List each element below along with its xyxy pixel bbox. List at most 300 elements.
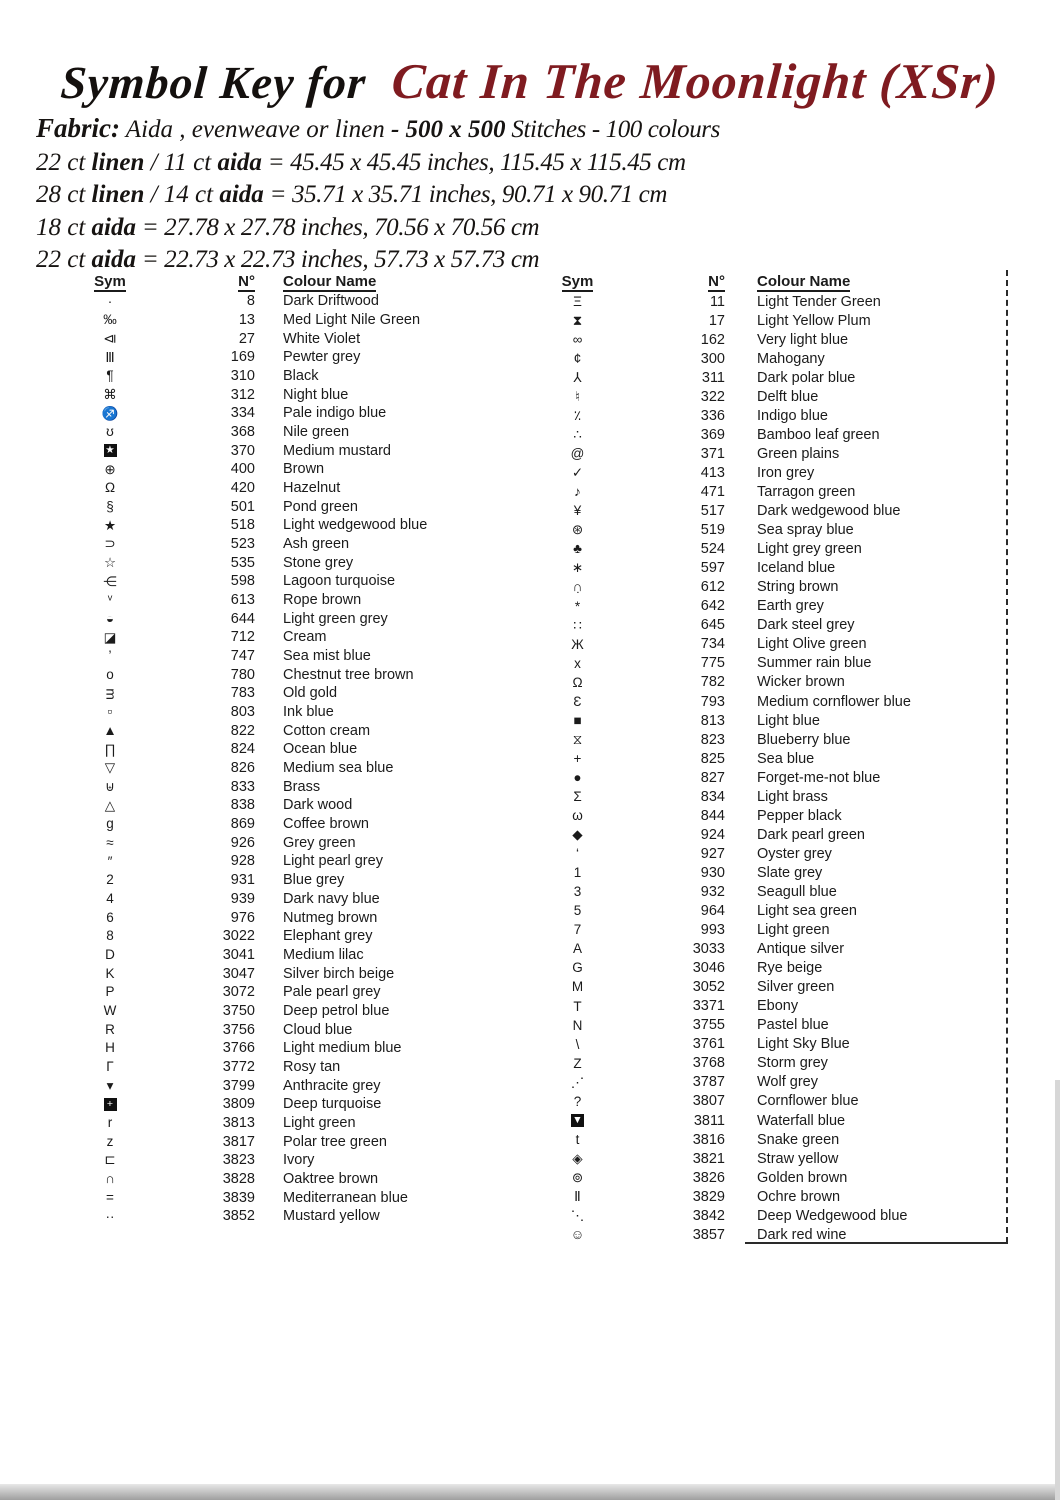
number-cell: 3033 xyxy=(692,941,725,958)
table-row xyxy=(60,833,490,852)
symbol-cell: ◆ xyxy=(572,827,583,843)
colour-name-cell: Lagoon turquoise xyxy=(283,573,396,590)
colour-name-cell: Stone grey xyxy=(283,554,354,571)
table-row xyxy=(530,368,1008,387)
colour-name-cell: Rope brown xyxy=(283,592,362,609)
table-row xyxy=(60,1170,490,1189)
symbol-cell: P xyxy=(105,984,115,1000)
fabric-line: Fabric: Aida , evenweave or linen - 500 x 500 Stitches - 100 colours xyxy=(36,113,720,143)
number-cell: 3046 xyxy=(692,960,725,977)
colour-name-cell: Tarragon green xyxy=(757,483,856,500)
colour-name-cell: Sea blue xyxy=(757,750,815,767)
symbol-cell: ♪ xyxy=(574,484,581,500)
table-row xyxy=(530,559,1008,578)
colour-name-cell: Old gold xyxy=(283,685,338,702)
colour-name-cell: Light Olive green xyxy=(757,636,867,653)
symbol-cell: ◪ xyxy=(103,629,117,645)
table-row xyxy=(530,1168,1008,1187)
number-cell: 3052 xyxy=(692,979,725,996)
table-row xyxy=(60,1188,490,1207)
colour-name-cell: Medium mustard xyxy=(283,442,391,459)
symbol-cell: ∩ xyxy=(105,1171,115,1187)
header-number: N° xyxy=(708,273,725,290)
number-cell: 370 xyxy=(230,442,255,459)
colour-name-cell: Pale indigo blue xyxy=(283,405,387,422)
colour-name-cell: Oyster grey xyxy=(757,845,832,862)
colour-name-cell: Very light blue xyxy=(757,331,849,348)
colour-name-cell: Black xyxy=(283,368,319,385)
symbol-cell: ∞ xyxy=(572,331,583,347)
colour-name-cell: Deep Wedgewood blue xyxy=(757,1207,908,1224)
symbol-table-left xyxy=(60,273,490,1226)
symbol-cell: ¢ xyxy=(573,350,582,366)
number-cell: 336 xyxy=(700,407,725,424)
table-row xyxy=(530,882,1008,901)
table-row xyxy=(60,1076,490,1095)
table-row xyxy=(60,441,490,460)
table-row xyxy=(530,978,1008,997)
number-cell: 3811 xyxy=(693,1112,725,1129)
table-right-border xyxy=(1006,270,1008,1243)
table-row xyxy=(60,871,490,890)
symbol-cell: ■ xyxy=(573,712,582,728)
header-colour-name: Colour Name xyxy=(283,273,377,290)
colour-name-cell: Mustard yellow xyxy=(283,1208,380,1225)
table-header xyxy=(530,273,1008,292)
table-row xyxy=(530,425,1008,444)
colour-name-cell: Light medium blue xyxy=(283,1040,402,1057)
colour-name-cell: Rosy tan xyxy=(283,1058,341,1075)
colour-name-cell: Pepper black xyxy=(757,807,842,824)
colour-name-cell: Summer rain blue xyxy=(757,655,872,672)
number-cell: 825 xyxy=(700,750,725,767)
table-body-right xyxy=(530,292,1008,1244)
symbol-cell: 1 xyxy=(573,865,582,881)
symbol-cell: H xyxy=(105,1040,115,1056)
number-cell: 3022 xyxy=(222,928,255,945)
number-cell: 3772 xyxy=(222,1058,255,1075)
table-row xyxy=(530,330,1008,349)
table-row xyxy=(530,311,1008,330)
number-cell: 3807 xyxy=(692,1093,725,1110)
table-row xyxy=(530,787,1008,806)
symbol-cell: * xyxy=(574,598,581,614)
colour-name-cell: Ocean blue xyxy=(283,741,358,758)
table-row xyxy=(60,983,490,1002)
symbol-cell: ⊛ xyxy=(571,522,584,538)
table-row xyxy=(530,902,1008,921)
colour-name-cell: Silver green xyxy=(757,979,835,996)
symbol-cell: ᴟ xyxy=(105,685,115,701)
table-row xyxy=(60,1151,490,1170)
symbol-cell: ▲ xyxy=(103,723,117,739)
colour-name-cell: Seagull blue xyxy=(757,883,837,900)
number-cell: 3852 xyxy=(222,1208,255,1225)
symbol-cell: Ɛ xyxy=(573,693,582,709)
colour-name-cell: Mediterranean blue xyxy=(283,1189,408,1206)
colour-name-cell: Cornflower blue xyxy=(757,1093,859,1110)
symbol-cell: @ xyxy=(570,446,585,462)
symbol-cell: ″ xyxy=(107,853,113,869)
table-row xyxy=(60,1207,490,1226)
table-row xyxy=(60,311,490,330)
number-cell: 833 xyxy=(230,778,255,795)
colour-name-cell: Light brass xyxy=(757,788,828,805)
symbol-cell: x xyxy=(574,655,581,671)
table-row xyxy=(60,385,490,404)
colour-name-cell: Light Yellow Plum xyxy=(757,312,871,329)
symbol-cell: Σ xyxy=(573,788,582,804)
number-cell: 645 xyxy=(700,617,725,634)
symbol-cell: ★ xyxy=(105,444,115,457)
symbol-cell: 8 xyxy=(106,928,114,944)
number-cell: 501 xyxy=(230,498,255,515)
symbol-cell: ᵛ xyxy=(107,592,113,608)
colour-name-cell: Light blue xyxy=(757,712,820,729)
table-row xyxy=(60,609,490,628)
number-cell: 334 xyxy=(230,405,255,422)
symbol-cell: ⌘ xyxy=(103,386,117,402)
colour-name-cell: Blue grey xyxy=(283,872,345,889)
table-row xyxy=(530,1035,1008,1054)
symbol-cell: R xyxy=(105,1021,115,1037)
colour-name-cell: Light green xyxy=(757,922,830,939)
symbol-cell: 5 xyxy=(573,903,582,919)
number-cell: 993 xyxy=(700,922,725,939)
number-cell: 420 xyxy=(230,480,255,497)
colour-name-cell: Med Light Nile Green xyxy=(283,312,421,328)
table-row xyxy=(530,578,1008,597)
colour-name-cell: Dark Driftwood xyxy=(283,293,379,310)
table-row xyxy=(530,654,1008,673)
symbol-cell: ▼ xyxy=(572,1114,583,1127)
colour-name-cell: Silver birch beige xyxy=(283,965,395,982)
symbol-cell: + xyxy=(573,750,582,766)
number-cell: 3857 xyxy=(692,1226,725,1243)
table-row xyxy=(530,349,1008,368)
table-row xyxy=(530,597,1008,616)
symbol-cell: ⊏ xyxy=(104,1152,116,1168)
colour-name-cell: Pond green xyxy=(283,498,358,515)
table-row xyxy=(530,502,1008,521)
table-row xyxy=(530,863,1008,882)
symbol-cell: ⋱ xyxy=(570,1208,585,1224)
colour-name-cell: Nutmeg brown xyxy=(283,909,378,926)
colour-name-cell: Delft blue xyxy=(757,388,819,405)
symbol-cell: △ xyxy=(104,797,116,813)
colour-name-cell: Ash green xyxy=(283,536,350,553)
number-cell: 822 xyxy=(230,722,255,739)
colour-name-cell: Brass xyxy=(283,778,321,795)
header-colour-name: Colour Name xyxy=(757,273,851,290)
symbol-table-right xyxy=(530,273,1008,1244)
table-row xyxy=(60,628,490,647)
table-row xyxy=(60,1020,490,1039)
number-cell: 369 xyxy=(700,426,725,443)
table-row xyxy=(60,1039,490,1058)
fabric-info xyxy=(36,112,1026,277)
table-row xyxy=(530,521,1008,540)
colour-name-cell: Pale pearl grey xyxy=(283,984,381,1001)
table-row xyxy=(530,1111,1008,1130)
symbol-cell: ʊ xyxy=(106,424,114,440)
table-body-left xyxy=(60,292,490,1226)
table-row xyxy=(530,444,1008,463)
symbol-cell: T xyxy=(573,998,582,1014)
number-cell: 8 xyxy=(246,293,255,310)
table-row xyxy=(530,482,1008,501)
colour-name-cell: Polar tree green xyxy=(283,1133,387,1150)
symbol-cell: Ω xyxy=(572,674,583,690)
number-cell: 932 xyxy=(700,883,725,900)
number-cell: 3041 xyxy=(222,946,255,963)
table-row xyxy=(530,406,1008,425)
number-cell: 826 xyxy=(230,760,255,777)
colour-name-cell: Pewter grey xyxy=(283,349,361,366)
number-cell: 400 xyxy=(230,461,255,478)
number-cell: 793 xyxy=(700,693,725,710)
colour-name-cell: Iceland blue xyxy=(757,560,836,577)
symbol-cell: ? xyxy=(573,1093,582,1109)
number-cell: 928 xyxy=(230,853,255,870)
table-row xyxy=(530,711,1008,730)
header-number: N° xyxy=(238,273,255,290)
colour-name-cell: Storm grey xyxy=(757,1055,828,1072)
number-cell: 712 xyxy=(230,629,255,646)
fabric-line: 28 ct linen / 14 ct aida = 35.71 x 35.71 inches, 90.71 x 90.71 cm xyxy=(36,181,667,208)
symbol-cell: o xyxy=(106,667,114,683)
number-cell: 3817 xyxy=(222,1133,255,1150)
fabric-line: 22 ct aida = 22.73 x 22.73 inches, 57.73 x 57.73 cm xyxy=(36,246,540,273)
table-row xyxy=(530,387,1008,406)
number-cell: 162 xyxy=(700,331,725,348)
symbol-cell: Ω xyxy=(104,480,116,496)
number-cell: 3799 xyxy=(222,1077,255,1094)
table-row xyxy=(530,1016,1008,1035)
number-cell: 838 xyxy=(230,797,255,814)
table-row xyxy=(530,292,1008,311)
table-row xyxy=(60,721,490,740)
table-row xyxy=(530,768,1008,787)
symbol-cell: r xyxy=(107,1115,113,1131)
table-row xyxy=(530,673,1008,692)
table-row xyxy=(60,703,490,722)
number-cell: 734 xyxy=(700,636,725,653)
number-cell: 3813 xyxy=(222,1114,255,1131)
symbol-cell: ·· xyxy=(105,1208,115,1224)
colour-name-cell: Snake green xyxy=(757,1131,840,1148)
number-cell: 823 xyxy=(700,731,725,748)
colour-name-cell: Ink blue xyxy=(283,704,334,721)
colour-name-cell: Iron grey xyxy=(757,464,815,481)
number-cell: 310 xyxy=(230,368,255,385)
number-cell: 927 xyxy=(700,845,725,862)
table-row xyxy=(530,540,1008,559)
table-row xyxy=(530,940,1008,959)
number-cell: 3826 xyxy=(692,1169,725,1186)
symbol-cell: ∷ xyxy=(573,617,582,633)
number-cell: 644 xyxy=(230,610,255,627)
symbol-cell: ٪ xyxy=(573,408,582,424)
colour-name-cell: Forget-me-not blue xyxy=(757,769,881,786)
colour-name-cell: Anthracite grey xyxy=(283,1077,381,1094)
colour-name-cell: Pastel blue xyxy=(757,1017,829,1034)
colour-name-cell: Dark pearl green xyxy=(757,826,865,843)
number-cell: 613 xyxy=(230,592,255,609)
symbol-cell: 6 xyxy=(106,909,114,925)
colour-name-cell: Indigo blue xyxy=(757,407,828,424)
colour-name-cell: Light pearl grey xyxy=(283,853,383,870)
symbol-cell: Γ xyxy=(106,1059,114,1075)
table-row xyxy=(60,1058,490,1077)
number-cell: 300 xyxy=(700,350,725,367)
colour-name-cell: Ochre brown xyxy=(757,1188,841,1205)
table-row xyxy=(60,927,490,946)
colour-name-cell: Medium sea blue xyxy=(283,760,394,777)
colour-name-cell: Coffee brown xyxy=(283,816,369,833)
symbol-cell: ∏ xyxy=(104,741,116,757)
symbol-cell: ⊚ xyxy=(571,1169,584,1185)
table-row xyxy=(530,844,1008,863)
table-row xyxy=(530,825,1008,844)
table-row xyxy=(530,1054,1008,1073)
symbol-cell: ‰ xyxy=(103,312,117,328)
number-cell: 642 xyxy=(700,598,725,615)
colour-name-cell: Blueberry blue xyxy=(757,731,851,748)
table-row xyxy=(530,1187,1008,1206)
table-row xyxy=(60,329,490,348)
symbol-cell: ♣ xyxy=(573,541,582,557)
symbol-cell: · xyxy=(107,293,113,309)
table-row xyxy=(60,572,490,591)
number-cell: 3768 xyxy=(692,1055,725,1072)
table-row xyxy=(530,692,1008,711)
symbol-cell: g xyxy=(106,816,114,832)
symbol-cell: ⊎ xyxy=(105,779,115,795)
symbol-cell: ∗ xyxy=(571,560,584,576)
symbol-cell: ¥ xyxy=(573,503,582,519)
symbol-cell: G xyxy=(572,960,583,976)
colour-name-cell: Green plains xyxy=(757,445,840,462)
colour-name-cell: Cloud blue xyxy=(283,1021,353,1038)
table-row xyxy=(530,806,1008,825)
table-row xyxy=(530,730,1008,749)
table-row xyxy=(60,1095,490,1114)
colour-name-cell: Brown xyxy=(283,461,325,478)
number-cell: 368 xyxy=(230,424,255,441)
colour-name-cell: Light Sky Blue xyxy=(757,1036,850,1053)
table-row xyxy=(530,997,1008,1016)
table-row xyxy=(530,1073,1008,1092)
symbol-cell: ▫ xyxy=(107,704,113,720)
table-row xyxy=(60,890,490,909)
symbol-cell: 7 xyxy=(573,922,582,938)
number-cell: 3828 xyxy=(222,1170,255,1187)
symbol-cell: ≈ xyxy=(106,835,114,851)
symbol-cell: ☺ xyxy=(570,1227,585,1243)
symbol-cell: t xyxy=(575,1131,580,1147)
number-cell: 598 xyxy=(230,573,255,590)
number-cell: 964 xyxy=(700,903,725,920)
symbol-cell: ☆ xyxy=(103,554,117,570)
colour-name-cell: Chestnut tree brown xyxy=(283,666,414,683)
number-cell: 3756 xyxy=(222,1021,255,1038)
colour-name-cell: Wicker brown xyxy=(757,674,845,691)
number-cell: 524 xyxy=(700,541,725,558)
symbol-cell: ★ xyxy=(103,517,117,533)
symbol-cell: ⧖ xyxy=(572,731,583,747)
table-row xyxy=(60,796,490,815)
symbol-cell: ⋲ xyxy=(103,573,117,589)
symbol-cell: ’ xyxy=(108,648,112,664)
number-cell: 3809 xyxy=(222,1096,255,1113)
table-row xyxy=(60,367,490,386)
colour-name-cell: Light Tender Green xyxy=(757,293,881,310)
number-cell: 322 xyxy=(700,388,725,405)
symbol-cell: ♐ xyxy=(101,405,119,421)
table-row xyxy=(60,908,490,927)
table-row xyxy=(60,665,490,684)
number-cell: 3816 xyxy=(692,1131,725,1148)
table-row xyxy=(530,959,1008,978)
symbol-cell: ● xyxy=(573,769,582,785)
colour-name-cell: Dark polar blue xyxy=(757,369,856,386)
colour-name-cell: Ivory xyxy=(283,1152,315,1169)
number-cell: 3787 xyxy=(692,1074,725,1091)
colour-name-cell: Slate grey xyxy=(757,864,823,881)
symbol-cell: 2 xyxy=(106,872,114,888)
number-cell: 803 xyxy=(230,704,255,721)
header-sym: Sym xyxy=(94,273,126,290)
table-row xyxy=(530,921,1008,940)
symbol-cell: Ξ xyxy=(573,293,582,309)
colour-name-cell: Sea mist blue xyxy=(283,648,371,665)
number-cell: 371 xyxy=(700,445,725,462)
number-cell: 17 xyxy=(708,312,725,329)
symbol-cell: ⊃ xyxy=(104,536,116,552)
number-cell: 931 xyxy=(230,872,255,889)
colour-name-cell: Dark wood xyxy=(283,797,353,814)
symbol-cell: z xyxy=(106,1133,114,1149)
header-sym: Sym xyxy=(561,273,594,290)
number-cell: 3821 xyxy=(692,1150,725,1167)
colour-name-cell: String brown xyxy=(757,579,839,596)
colour-name-cell: Sea spray blue xyxy=(757,522,854,539)
colour-name-cell: Wolf grey xyxy=(757,1074,818,1091)
colour-name-cell: Antique silver xyxy=(757,941,845,958)
number-cell: 535 xyxy=(230,554,255,571)
table-row xyxy=(60,852,490,871)
scan-edge-right xyxy=(1055,1080,1060,1500)
number-cell: 3766 xyxy=(222,1040,255,1057)
number-cell: 834 xyxy=(700,788,725,805)
number-cell: 517 xyxy=(700,503,725,520)
number-cell: 312 xyxy=(230,386,255,403)
symbol-cell: A xyxy=(572,941,582,957)
table-row xyxy=(60,684,490,703)
number-cell: 3829 xyxy=(692,1188,725,1205)
colour-name-cell: Dark red wine xyxy=(757,1226,847,1243)
colour-name-cell: Dark navy blue xyxy=(283,890,380,907)
colour-name-cell: Light wedgewood blue xyxy=(283,517,428,534)
number-cell: 869 xyxy=(230,816,255,833)
number-cell: 27 xyxy=(238,330,255,347)
number-cell: 471 xyxy=(700,483,725,500)
colour-name-cell: Deep turquoise xyxy=(283,1096,382,1113)
symbol-cell: ⧏ xyxy=(103,330,117,346)
symbol-cell: M xyxy=(571,979,584,995)
colour-name-cell: Mahogany xyxy=(757,350,825,367)
